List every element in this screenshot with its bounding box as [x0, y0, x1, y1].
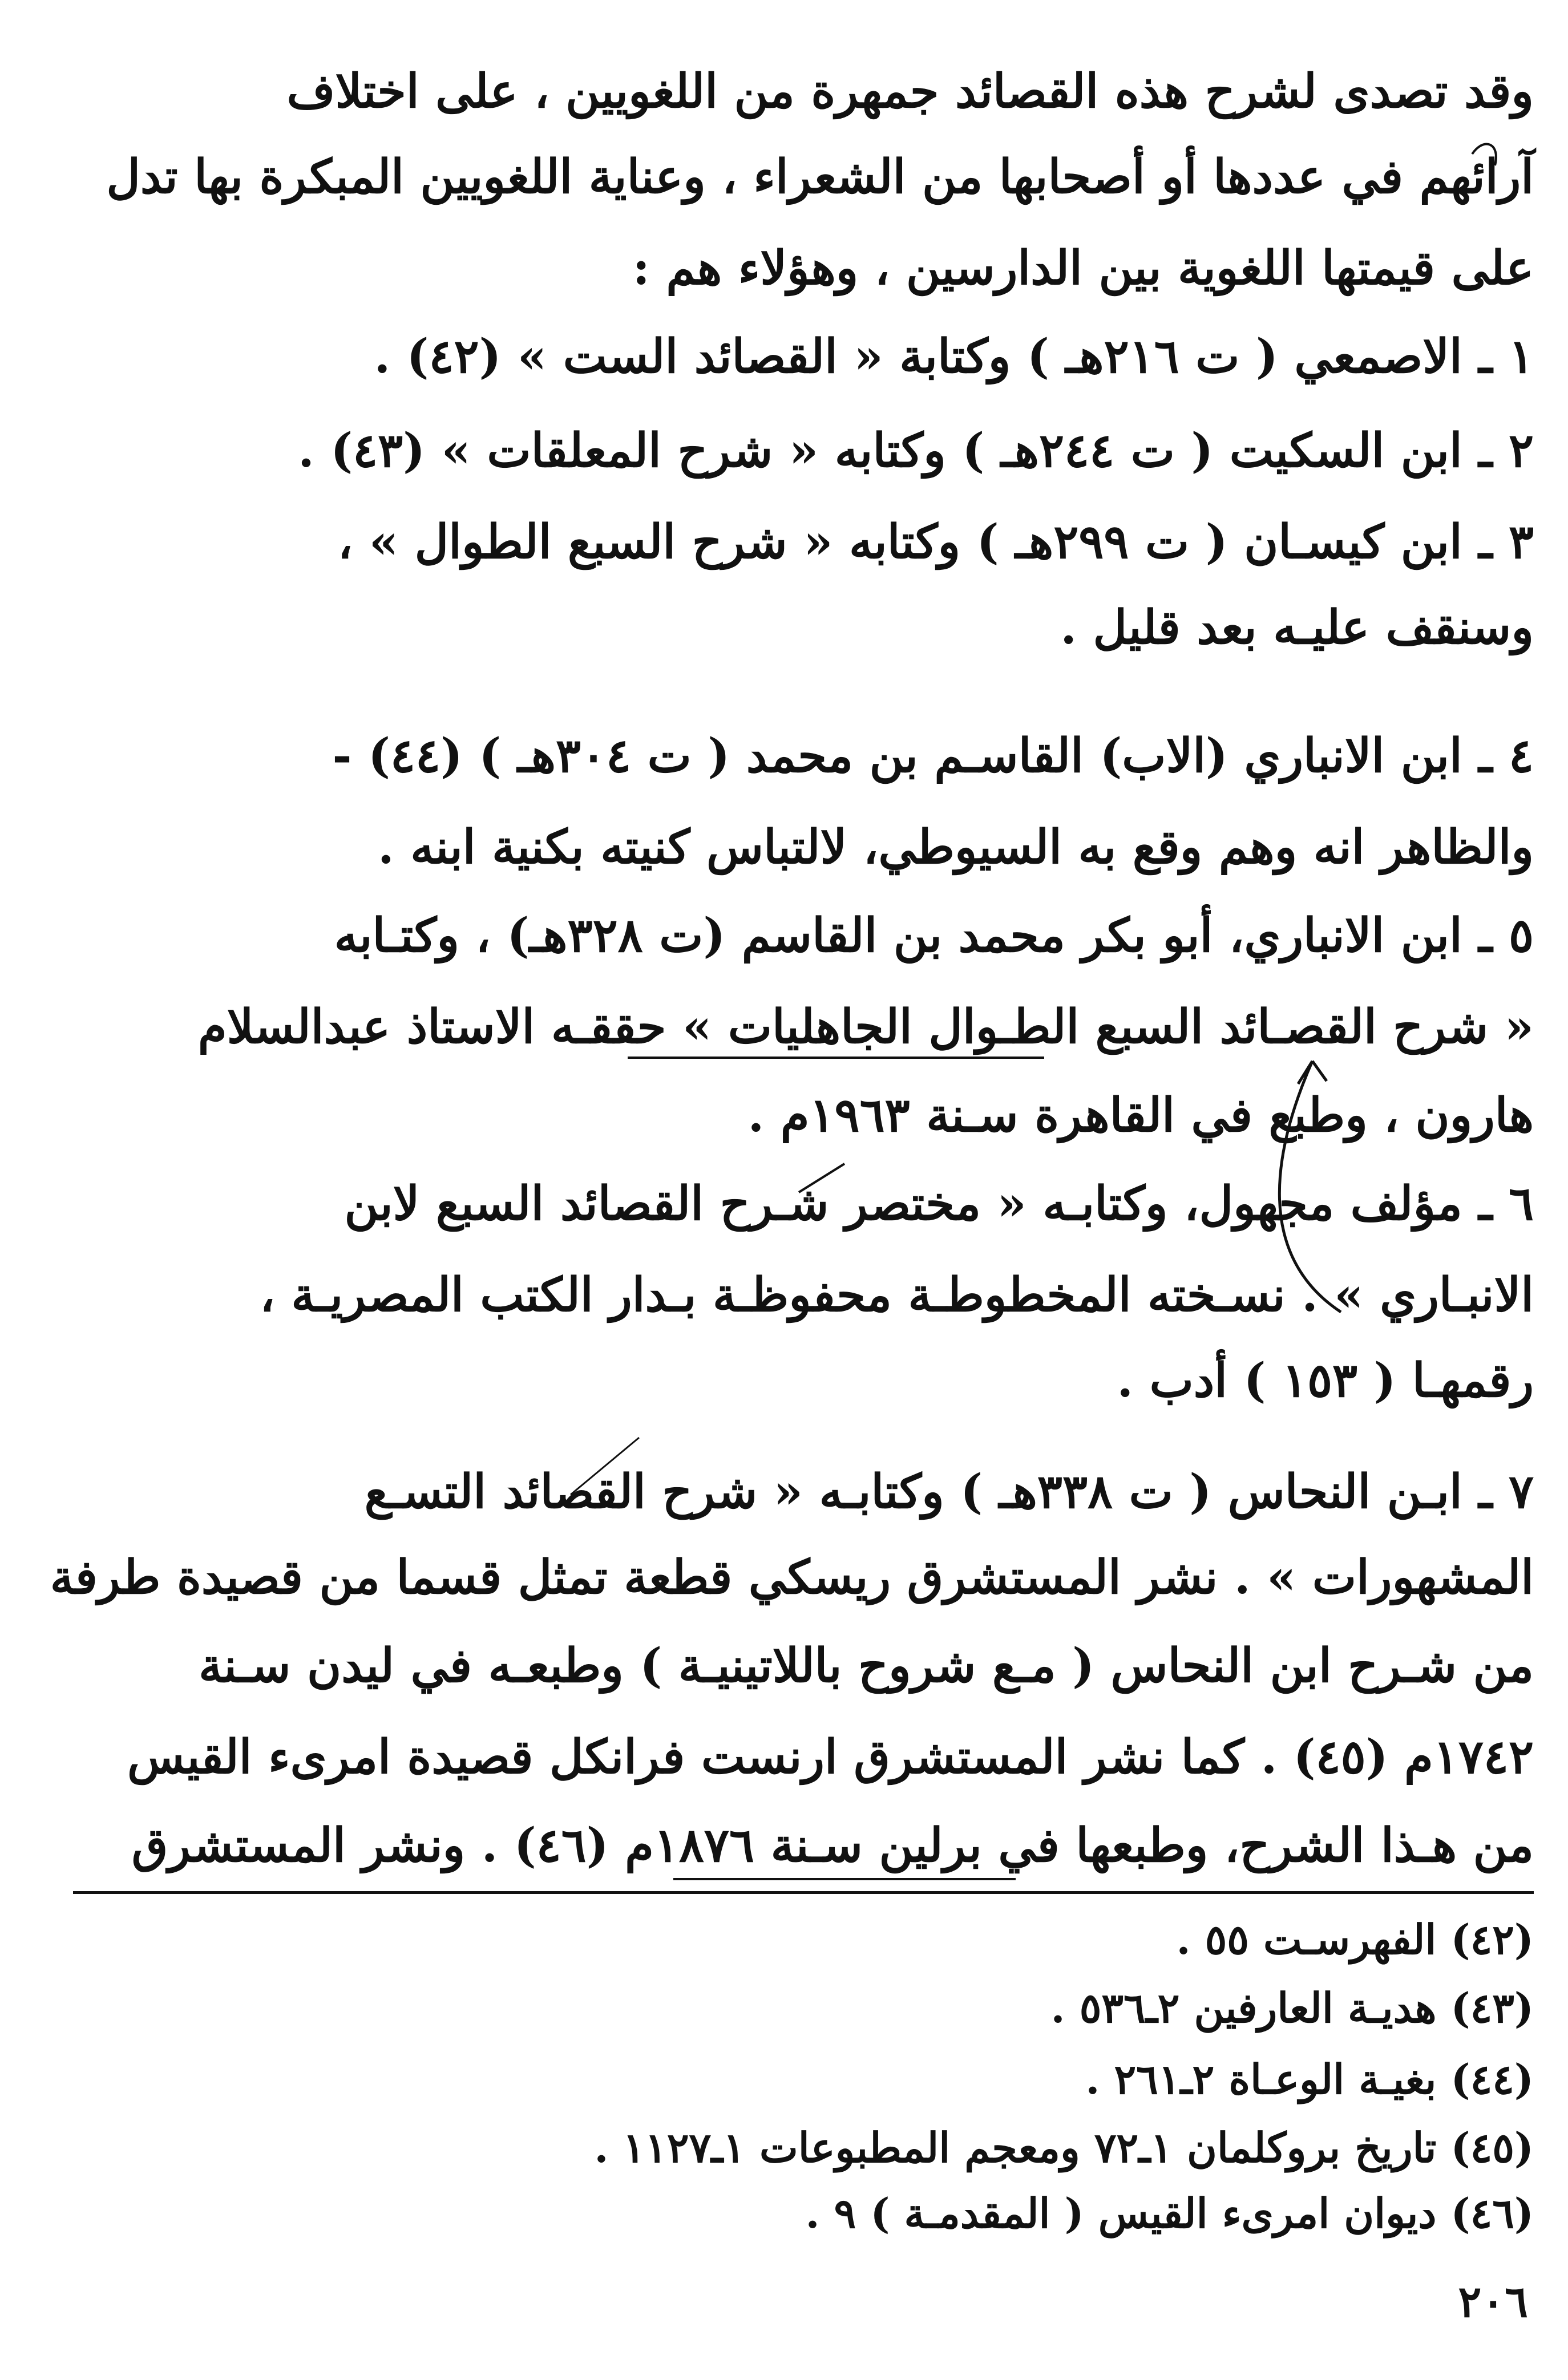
body-line: ٣ ـ ابن كيسـان ( ت ٢٩٩هـ ) وكتابه « شرح السبع الطوال » ، — [337, 515, 1534, 569]
body-line: ٤ ـ ابن الانباري (الاب) القاسـم بن محمد ( ت ٣٠٤هـ ) (٤٤) - — [332, 728, 1534, 783]
body-line: ٦ ـ مؤلف مجهول، وكتابـه « مختصر شـرح القصائد السبع لابن — [344, 1176, 1534, 1231]
page-number: ٢٠٦ — [1458, 2276, 1528, 2327]
body-line: ٢ ـ ابن السكيت ( ت ٢٤٤هـ ) وكتابه « شرح المعلقات » (٤٣) . — [298, 423, 1534, 478]
body-line: من هـذا الشرح، وطبعها في برلين سـنة ١٨٧٦م (٤٦) . ونشر المستشرق — [131, 1818, 1534, 1873]
body-line: « شرح القصـائد السبع الطـوال الجاهليات » حققـه الاستاذ عبدالسلام — [197, 999, 1534, 1054]
body-line: وقد تصدى لشرح هذه القصائد جمهرة من اللغويين ، على اختلاف — [286, 64, 1534, 119]
strike-mark — [571, 1438, 639, 1495]
body-line: ٥ ـ ابن الانباري، أبو بكر محمد بن القاسم (ت ٣٢٨هـ) ، وكتـابه — [334, 908, 1534, 963]
correction-mark — [1472, 144, 1496, 165]
footnote: (٤٦) ديوان امرىء القيس ( المقدمـة ) ٩ . — [805, 2189, 1534, 2237]
body-line: من شـرح ابن النحاس ( مـع شروح باللاتينيـة ) وطبعـه في ليدن سـنة — [199, 1638, 1534, 1693]
footnote: (٤٣) هديـة العارفين ٢ـ٥٣٦ . — [1050, 1984, 1534, 2032]
body-line: ١٧٤٢م (٤٥) . كما نشر المستشرق ارنست فرانكل قصيدة امرىء القيس — [127, 1730, 1534, 1784]
body-line: ٧ ـ ابـن النحاس ( ت ٣٣٨هـ ) وكتابـه « شرح القصائد التسـع — [364, 1464, 1534, 1519]
body-line: هارون ، وطبع في القاهرة سـنة ١٩٦٣م . — [747, 1088, 1534, 1143]
footnote: (٤٥) تاريخ بروكلمان ١ـ٧٢ ومعجم المطبوعات ١ـ١١٢٧ . — [594, 2123, 1534, 2172]
body-line: الانبـاري » . نسـخته المخطوطـة محفوظـة بـدار الكتب المصريـة ، — [260, 1268, 1534, 1322]
annotation-arrow — [1279, 1061, 1341, 1312]
body-line: وسنقف عليـه بعد قليل . — [1060, 600, 1534, 655]
footnote: (٤٤) بغيـة الوعـاة ٢ـ٢٦١ . — [1085, 2055, 1534, 2103]
strike-mark — [799, 1164, 844, 1192]
body-line: آرائهم في عددها أو أصحابها من الشعراء ، وعناية اللغويين المبكرة بها تدل — [106, 149, 1534, 204]
footnote: (٤٢) الفهرسـت ٥٥ . — [1176, 1915, 1534, 1964]
body-line: المشهورات » . نشر المستشرق ريسكي قطعة تمثل قسما من قصيدة طرفة — [50, 1550, 1534, 1605]
body-line: ١ ـ الاصمعي ( ت ٢١٦هـ ) وكتابة « القصائد الست » (٤٢) . — [374, 329, 1534, 384]
body-line: على قيمتها اللغوية بين الدارسين ، وهؤلاء هم : — [632, 241, 1534, 296]
body-line: والظاهر انه وهم وقع به السيوطي، لالتباس كنيته بكنية ابنه . — [378, 820, 1534, 875]
body-line: رقمهـا ( ١٥٣ ) أدب . — [1117, 1353, 1534, 1408]
